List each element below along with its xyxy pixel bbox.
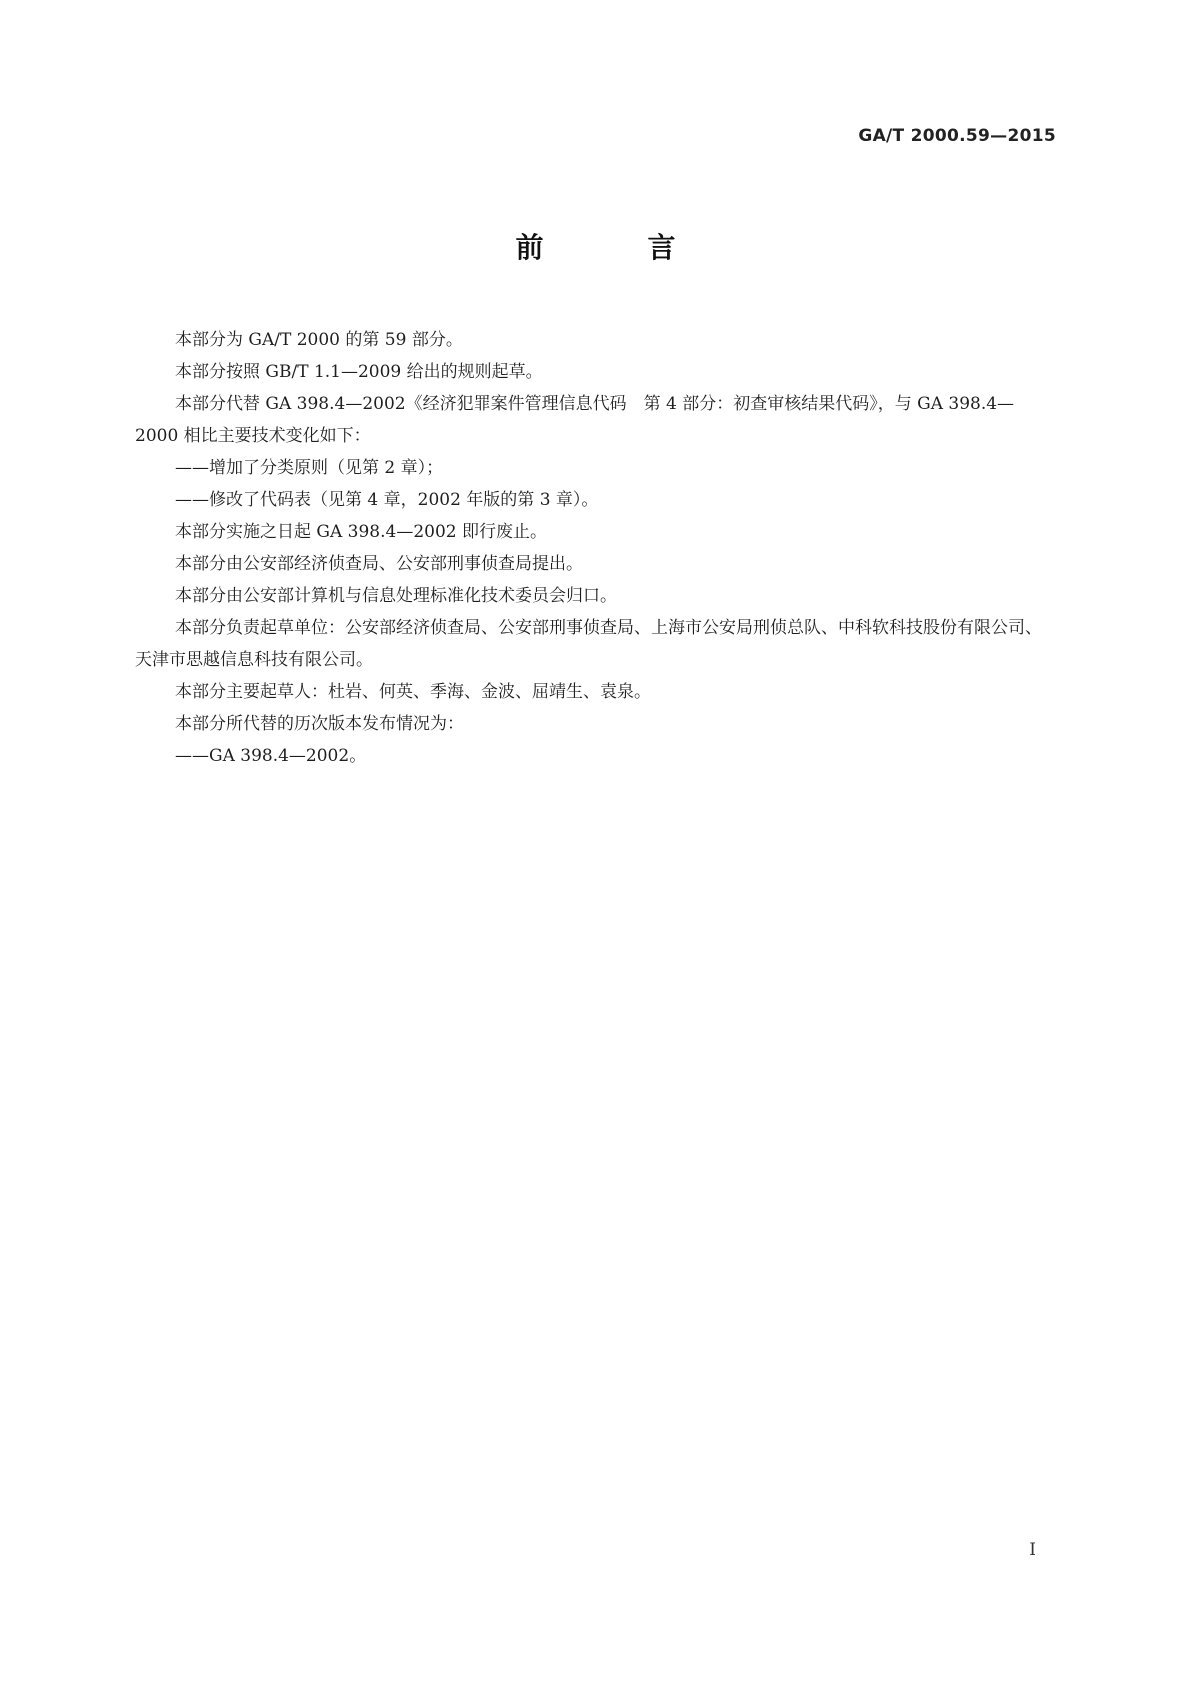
list-item: ——GA 398.4—2002。 <box>175 746 367 766</box>
paragraph: 本部分按照 GB/T 1.1—2009 给出的规则起草。 <box>175 362 543 382</box>
paragraph: 本部分为 GA/T 2000 的第 59 部分。 <box>175 330 463 350</box>
document-code: GA/T 2000.59—2015 <box>858 126 1056 146</box>
paragraph: 本部分由公安部经济侦查局、公安部刑事侦查局提出。 <box>175 554 583 574</box>
list-item: ——增加了分类原则（见第 2 章）； <box>175 458 444 478</box>
paragraph: 本部分负责起草单位：公安部经济侦查局、公安部刑事侦查局、上海市公安局刑侦总队、中科软科技股份有限公司、天津市思越信息科技有限公司。 <box>135 618 1042 670</box>
list-item: ——修改了代码表（见第 4 章，2002 年版的第 3 章）。 <box>175 490 599 510</box>
paragraph: 本部分代替 GA 398.4—2002《经济犯罪案件管理信息代码 第 4 部分：初查审核结果代码》，与 GA 398.4—2000 相比主要技术变化如下： <box>135 394 1015 446</box>
paragraph: 本部分实施之日起 GA 398.4—2002 即行废止。 <box>175 522 547 542</box>
foreword-body <box>135 324 1056 772</box>
page-title: 前 言 <box>515 231 714 264</box>
page-number: I <box>1029 1540 1036 1560</box>
paragraph: 本部分所代替的历次版本发布情况为： <box>175 714 464 734</box>
paragraph: 本部分主要起草人：杜岩、何英、季海、金波、屈靖生、袁泉。 <box>175 682 651 702</box>
paragraph: 本部分由公安部计算机与信息处理标准化技术委员会归口。 <box>175 586 617 606</box>
